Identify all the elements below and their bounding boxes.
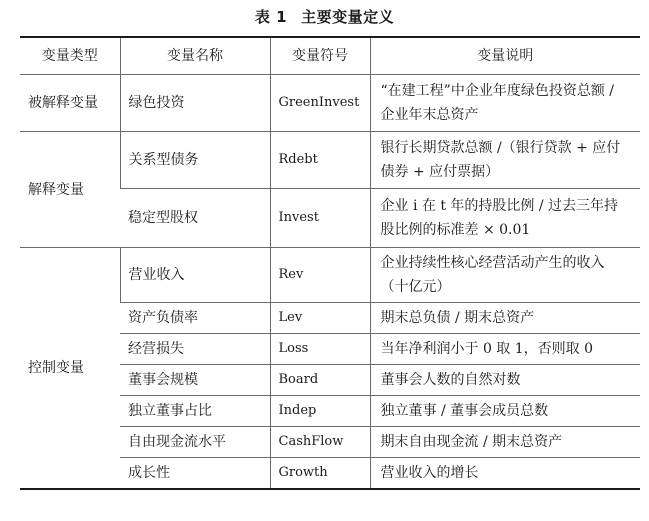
variable-name-cell: 绿色投资: [120, 75, 270, 132]
variable-symbol-cell: Board: [270, 365, 370, 396]
variable-symbol-cell: GreenInvest: [270, 75, 370, 132]
variable-symbol-cell: Rev: [270, 248, 370, 303]
variable-name-cell: 独立董事占比: [120, 396, 270, 427]
table-row: [20, 132, 640, 189]
variable-definition-table: [20, 36, 640, 490]
variable-name-cell: 经营损失: [120, 334, 270, 365]
variable-description-cell: 独立董事 / 董事会成员总数: [370, 396, 640, 427]
variable-symbol-cell: Lev: [270, 303, 370, 334]
variable-description-cell: “在建工程”中企业年度绿色投资总额 / 企业年末总资产: [370, 75, 640, 132]
variable-description-cell: 营业收入的增长: [370, 458, 640, 490]
variable-description-cell: 期末总负债 / 期末总资产: [370, 303, 640, 334]
variable-symbol-cell: Rdebt: [270, 132, 370, 189]
variable-name-cell: 成长性: [120, 458, 270, 490]
header-variable-type: 变量类型: [41, 48, 98, 64]
table-title: 主要变量定义: [301, 8, 395, 26]
variable-description-cell: 企业 i 在 t 年的持股比例 / 过去三年持股比例的标准差 × 0.01: [370, 189, 640, 248]
table-row: [20, 248, 640, 303]
group-explanatory-variable: 解释变量: [20, 132, 120, 248]
variable-name-cell: 董事会规模: [120, 365, 270, 396]
variable-description-cell: 当年净利润小于 0 取 1，否则取 0: [370, 334, 640, 365]
header-variable-symbol: 变量符号: [270, 37, 370, 75]
header-variable-description: 变量说明: [370, 37, 640, 75]
variable-name-cell: 资产负债率: [120, 303, 270, 334]
table-number: 表 1: [254, 8, 288, 26]
variable-name-cell: 关系型债务: [120, 132, 270, 189]
header-variable-name: 变量名称: [120, 37, 270, 75]
variable-description-cell: 董事会人数的自然对数: [370, 365, 640, 396]
variable-symbol-cell: CashFlow: [270, 427, 370, 458]
variable-symbol-cell: Loss: [270, 334, 370, 365]
variable-symbol-cell: Growth: [270, 458, 370, 490]
variable-description-cell: 企业持续性核心经营活动产生的收入（十亿元）: [370, 248, 640, 303]
variable-symbol-cell: Indep: [270, 396, 370, 427]
group-control-variable: 控制变量: [20, 248, 120, 490]
table-caption: [0, 6, 649, 27]
variable-name-cell: 稳定型股权: [120, 189, 270, 248]
variable-symbol-cell: Invest: [270, 189, 370, 248]
variable-description-cell: 期末自由现金流 / 期末总资产: [370, 427, 640, 458]
table-row: [20, 75, 640, 132]
variable-name-cell: 自由现金流水平: [120, 427, 270, 458]
variable-description-cell: 银行长期贷款总额 /（银行贷款 + 应付债券 + 应付票据）: [370, 132, 640, 189]
group-dependent-variable: 被解释变量: [20, 75, 120, 132]
variable-name-cell: 营业收入: [120, 248, 270, 303]
table-header-row: [20, 37, 640, 75]
